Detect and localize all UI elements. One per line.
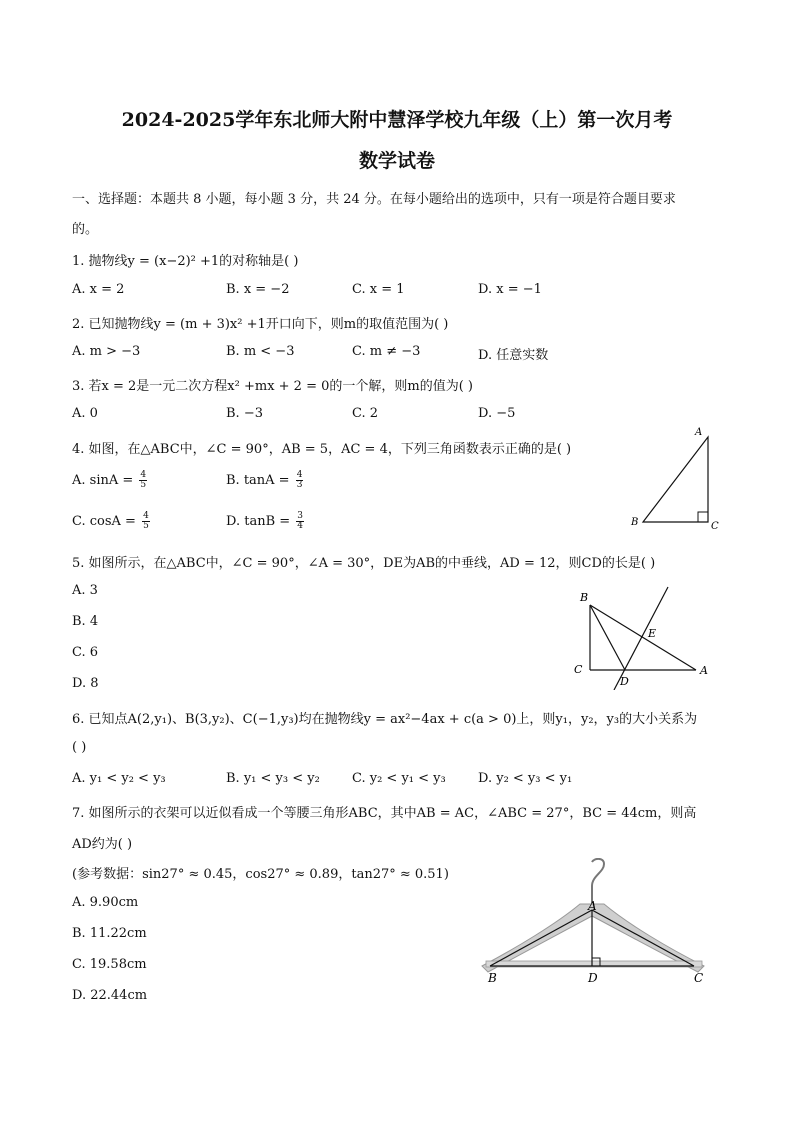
- q4-option-b[interactable]: [226, 471, 303, 490]
- q5-label-e: E: [648, 627, 657, 640]
- q7-label-d: D: [588, 971, 598, 985]
- q7-option-d[interactable]: D. 22.44cm: [72, 988, 148, 1003]
- q3-option-d[interactable]: D. −5: [478, 406, 516, 421]
- q4-option-d-label: D. tanB =: [226, 514, 291, 529]
- q4-option-d[interactable]: [226, 512, 304, 531]
- q4-option-c-label: C. cosA =: [72, 514, 136, 529]
- q4-triangle-figure: [625, 425, 725, 535]
- question-6-stem: 6. 已知点A(2,y₁)、B(3,y₂)、C(−1,y₃)均在抛物线y = ax²−4ax + c(a > 0)上，则y₁，y₂，y₃的大小关系为: [72, 712, 698, 727]
- q7-option-c[interactable]: C. 19.58cm: [72, 957, 147, 972]
- q5-option-b[interactable]: B. 4: [72, 614, 99, 629]
- exam-subtitle: 数学试卷: [358, 150, 435, 172]
- q4-option-a-label: A. sinA =: [72, 473, 134, 488]
- q6-option-a[interactable]: A. y₁ < y₂ < y₃: [72, 771, 166, 786]
- q4-option-c-fraction: $\frac{4}{5}$: [143, 511, 149, 531]
- q5-option-c[interactable]: C. 6: [72, 645, 99, 660]
- question-6-stem-cont: ( ): [72, 740, 87, 755]
- q6-option-c[interactable]: C. y₂ < y₁ < y₃: [352, 771, 446, 786]
- q1-option-d[interactable]: D. x = −1: [478, 282, 542, 297]
- q7-label-a: A: [588, 899, 597, 913]
- q1-option-b[interactable]: B. x = −2: [226, 282, 290, 297]
- q4-option-b-label: B. tanA =: [226, 473, 290, 488]
- q2-option-d[interactable]: D. 任意实数: [478, 348, 549, 363]
- q5-label-d: D: [620, 675, 629, 688]
- question-7-stem-cont: AD约为( ): [72, 837, 133, 852]
- question-3-stem: 3. 若x = 2是一元二次方程x² +mx + 2 = 0的一个解，则m的值为( ): [72, 379, 473, 394]
- q7-option-b[interactable]: B. 11.22cm: [72, 926, 147, 941]
- q2-option-c[interactable]: C. m ≠ −3: [352, 344, 421, 359]
- q3-option-c[interactable]: C. 2: [352, 406, 379, 421]
- q4-label-a: A: [695, 427, 703, 438]
- q4-option-a[interactable]: [72, 471, 147, 490]
- q5-label-c: C: [574, 663, 583, 676]
- q6-option-b[interactable]: B. y₁ < y₃ < y₂: [226, 771, 320, 786]
- q6-option-d[interactable]: D. y₂ < y₃ < y₁: [478, 771, 573, 786]
- q1-option-a[interactable]: A. x = 2: [72, 282, 125, 297]
- q3-option-a[interactable]: A. 0: [72, 406, 98, 421]
- q7-label-c: C: [694, 971, 704, 985]
- section-instructions-cont: 的。: [72, 222, 99, 237]
- q5-label-b: B: [580, 591, 589, 604]
- q7-option-a[interactable]: A. 9.90cm: [72, 895, 139, 910]
- q7-hanger-figure: [476, 858, 712, 988]
- question-7-reference: (参考数据：sin27° ≈ 0.45，cos27° ≈ 0.89，tan27° ≈ 0.51): [72, 867, 449, 882]
- q7-label-b: B: [488, 971, 497, 985]
- q2-option-b[interactable]: B. m < −3: [226, 344, 295, 359]
- question-2-stem: 2. 已知抛物线y = (m + 3)x² +1开口向下，则m的取值范围为( ): [72, 317, 449, 332]
- q5-option-a[interactable]: A. 3: [72, 583, 98, 598]
- question-4-stem: 4. 如图，在△ABC中，∠C = 90°，AB = 5，AC = 4，下列三角函数表示正确的是( ): [72, 442, 572, 457]
- q4-option-c[interactable]: [72, 512, 150, 531]
- q4-label-c: C: [711, 521, 719, 532]
- q5-label-a: A: [700, 664, 708, 677]
- question-1-stem: 1. 抛物线y = (x−2)² +1的对称轴是( ): [72, 254, 299, 269]
- q3-option-b[interactable]: B. −3: [226, 406, 263, 421]
- q1-option-c[interactable]: C. x = 1: [352, 282, 405, 297]
- question-5-stem: 5. 如图所示，在△ABC中，∠C = 90°，∠A = 30°，DE为AB的中垂线，AD = 12，则CD的长是( ): [72, 556, 656, 571]
- q4-option-a-fraction: $\frac{4}{5}$: [140, 470, 147, 490]
- q5-triangle-figure: [568, 585, 718, 690]
- q4-option-b-fraction: $\frac{4}{3}$: [296, 470, 303, 490]
- q2-option-a[interactable]: A. m > −3: [72, 344, 141, 359]
- q4-option-d-fraction: $\frac{3}{4}$: [297, 511, 304, 531]
- q4-label-b: B: [631, 517, 639, 528]
- exam-title: 2024-2025学年东北师大附中慧泽学校九年级（上）第一次月考: [121, 109, 673, 131]
- section-instructions: 一、选择题：本题共 8 小题，每小题 3 分，共 24 分。在每小题给出的选项中，只有一项是符合题目要求: [72, 192, 676, 207]
- question-7-stem: 7. 如图所示的衣架可以近似看成一个等腰三角形ABC，其中AB = AC，∠ABC = 27°，BC = 44cm，则高: [72, 806, 697, 821]
- q5-option-d[interactable]: D. 8: [72, 676, 99, 691]
